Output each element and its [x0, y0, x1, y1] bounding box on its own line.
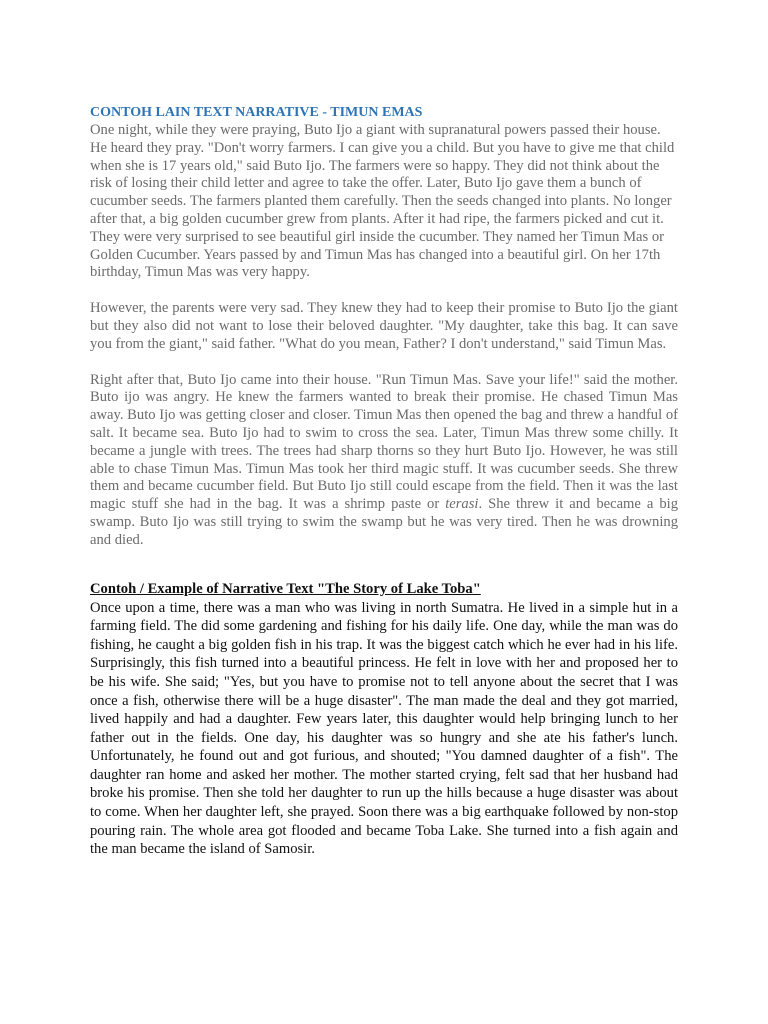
- section-spacer: [90, 550, 678, 580]
- paragraph-timun-emas-1: One night, while they were praying, Buto Ijo a giant with supranatural powers passed their house. He heard they pray. "Don't worry farmers. I can give you a child. But you have to give me that child when she is 17 years old," said Buto Ijo. The farmers were so happy. They did not think about the risk of losing their child letter and agree to take the offer. Later, Buto Ijo gave them a bunch of cucumber seeds. The farmers planted them carefully. Then the seeds changed into plants. No longer after that, a big golden cucumber grew from plants. After it had ripe, the farmers picked and cut it. They were very surprised to see beautiful girl inside the cucumber. They named her Timun Mas or Golden Cucumber. Years passed by and Timun Mas has changed into a beautiful girl. On her 17th birthday, Timun Mas was very happy.: [90, 122, 675, 281]
- paragraph-timun-emas-3: [90, 372, 678, 550]
- document-page: [90, 104, 678, 859]
- paragraph-text-end: . She threw it and became a big swamp. Buto Ijo was still trying to swim the swamp but he was very tired. Then he was drowning and died.: [90, 496, 678, 548]
- paragraph-lake-toba: Once upon a time, there was a man who was living in north Sumatra. He lived in a simple hut in a farming field. The did some gardening and fishing for his daily life. One day, while the man was do fishing, he caught a big golden fish in his trap. It was the biggest catch which he ever had in his life. Surprisingly, this fish turned into a beautiful princess. He felt in love with her and proposed her to be his wife. She said; "Yes, but you have to promise not to tell anyone about the secret that I was once a fish, otherwise there will be a huge disaster". The man made the deal and they got married, lived happily and had a daughter. Few years later, this daughter would help bringing lunch to her father out in the fields. One day, his daughter was so hungry and she ate his father's lunch. Unfortunately, he found out and got furious, and shouted; "You damned daughter of a fish". The daughter ran home and asked her mother. The mother started crying, felt sad that her husband had broke his promise. Then she told her daughter to run up the hills because a huge disaster was about to come. When her daughter left, she prayed. Soon there was a big earthquake followed by non-stop pouring rain. The whole area got flooded and became Toba Lake. She turned into a fish again and the man became the island of Samosir.: [90, 599, 678, 858]
- paragraph-timun-emas-2: However, the parents were very sad. They knew they had to keep their promise to Buto Ijo the giant but they also did not want to lose their beloved daughter. "My daughter, take this bag. It can save you from the giant," said father. "What do you mean, Father? I don't understand," said Timun Mas.: [90, 300, 678, 352]
- section-title-lake-toba: Contoh / Example of Narrative Text "The Story of Lake Toba": [90, 580, 481, 597]
- italic-term: terasi: [445, 496, 479, 513]
- paragraph-text: Right after that, Buto Ijo came into their house. "Run Timun Mas. Save your life!" said the mother. Buto ijo was angry. He knew the farmers wanted to break their promise. He chased Timun Mas away. Buto Ijo was getting closer and closer. Timun Mas then opened the bag and threw a handful of salt. It became sea. Buto Ijo had to swim to cross the sea. Later, Timun Mas threw some chilly. It became a jungle with trees. The trees had sharp thorns so they hurt Buto Ijo. However, he was still able to chase Timun Mas. Timun Mas took her third magic stuff. It was cucumber seeds. She threw them and became cucumber field. But Buto Ijo still could escape from the field. Then it was the last magic stuff she had in the bag. It was a shrimp paste or: [90, 371, 678, 513]
- section-title-timun-emas: CONTOH LAIN TEXT NARRATIVE - TIMUN EMAS: [90, 105, 423, 120]
